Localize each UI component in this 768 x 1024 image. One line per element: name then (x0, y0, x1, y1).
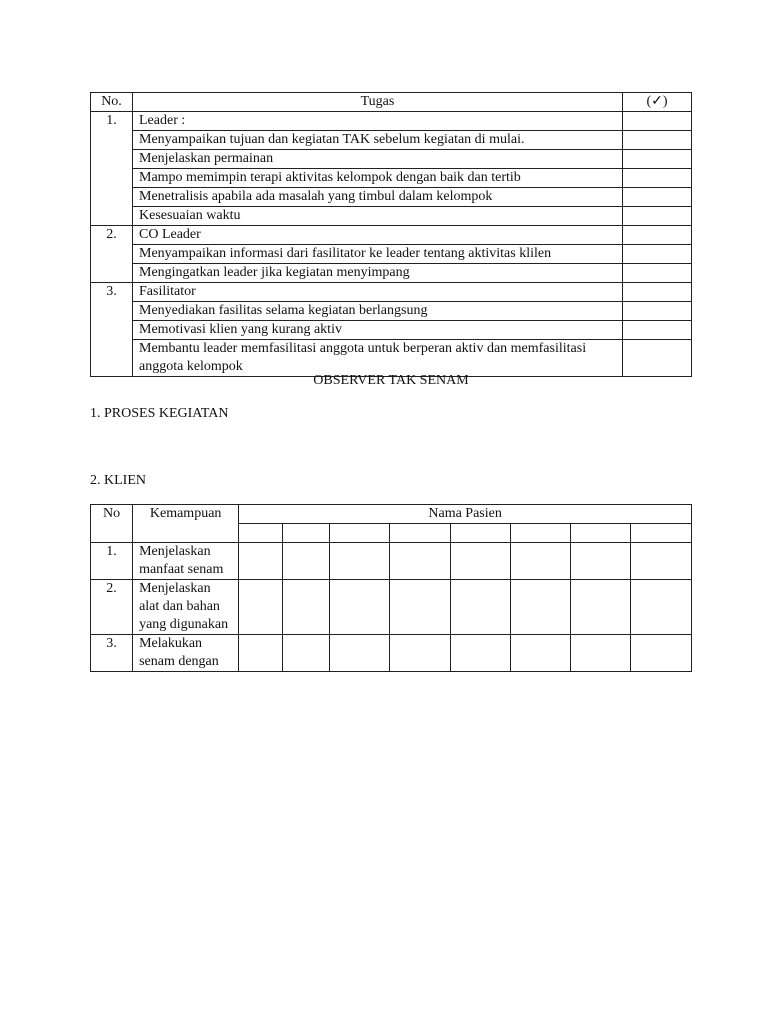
score-cell[interactable] (510, 543, 570, 580)
task-cell: Fasilitator (133, 283, 623, 302)
score-cell[interactable] (570, 543, 630, 580)
score-cell[interactable] (450, 635, 510, 672)
task-cell: CO Leader (133, 226, 623, 245)
patient-name-cell[interactable] (239, 524, 283, 543)
table-header-row (91, 505, 692, 524)
task-cell: Menjelaskan permainan (133, 150, 623, 169)
check-cell[interactable] (623, 321, 692, 340)
score-cell[interactable] (630, 635, 691, 672)
table-row (91, 169, 692, 188)
score-cell[interactable] (330, 543, 390, 580)
score-cell[interactable] (239, 580, 283, 635)
client-ability-table (90, 504, 692, 672)
check-cell[interactable] (623, 131, 692, 150)
check-cell[interactable] (623, 226, 692, 245)
score-cell[interactable] (630, 543, 691, 580)
score-cell[interactable] (330, 635, 390, 672)
score-cell[interactable] (239, 635, 283, 672)
task-cell: Menyampaikan tujuan dan kegiatan TAK sebelum kegiatan di mulai. (133, 131, 623, 150)
table-row (91, 226, 692, 245)
patient-name-cell[interactable] (390, 524, 450, 543)
task-cell: Menyampaikan informasi dari fasilitator ke leader tentang aktivitas klilen (133, 245, 623, 264)
observer-title: OBSERVER TAK SENAM (313, 373, 469, 388)
row-number: 2. (91, 580, 133, 635)
task-cell: Mengingatkan leader jika kegiatan menyimpang (133, 264, 623, 283)
score-cell[interactable] (570, 580, 630, 635)
check-cell[interactable] (623, 169, 692, 188)
score-cell[interactable] (450, 580, 510, 635)
kemampuan-cell: Menjelaskan manfaat senam (133, 543, 239, 580)
check-cell[interactable] (623, 150, 692, 169)
kemampuan-cell: Melakukan senam dengan (133, 635, 239, 672)
section-klien: 2. KLIEN (90, 473, 146, 488)
table-row (91, 131, 692, 150)
check-cell[interactable] (623, 264, 692, 283)
table-row (91, 245, 692, 264)
score-cell[interactable] (450, 543, 510, 580)
row-number: 1. (91, 112, 133, 226)
header-kemampuan: Kemampuan (133, 505, 239, 543)
row-number: 3. (91, 635, 133, 672)
header-check: (✓) (623, 93, 692, 112)
table-row (91, 207, 692, 226)
score-cell[interactable] (510, 635, 570, 672)
score-cell[interactable] (330, 580, 390, 635)
table-row (91, 264, 692, 283)
check-cell[interactable] (623, 283, 692, 302)
header-tugas: Tugas (133, 93, 623, 112)
table-row (91, 150, 692, 169)
score-cell[interactable] (390, 580, 450, 635)
check-cell[interactable] (623, 207, 692, 226)
score-cell[interactable] (570, 635, 630, 672)
check-cell[interactable] (623, 188, 692, 207)
task-checklist-table (90, 92, 692, 377)
score-cell[interactable] (510, 580, 570, 635)
task-cell: Membantu leader memfasilitasi anggota untuk berperan aktiv dan memfasilitasi anggota kelompok (133, 340, 623, 377)
header-no: No. (91, 93, 133, 112)
score-cell[interactable] (390, 635, 450, 672)
row-number: 2. (91, 226, 133, 283)
score-cell[interactable] (283, 635, 330, 672)
table-row (91, 188, 692, 207)
task-cell: Leader : (133, 112, 623, 131)
task-cell: Menyediakan fasilitas selama kegiatan berlangsung (133, 302, 623, 321)
check-cell[interactable] (623, 245, 692, 264)
table-row (91, 635, 692, 672)
table-row (91, 580, 692, 635)
table-header-row (91, 93, 692, 112)
patient-name-cell[interactable] (330, 524, 390, 543)
score-cell[interactable] (283, 543, 330, 580)
score-cell[interactable] (283, 580, 330, 635)
table-row (91, 112, 692, 131)
check-cell[interactable] (623, 302, 692, 321)
header-no: No (91, 505, 133, 543)
table-row (91, 283, 692, 302)
patient-name-cell[interactable] (450, 524, 510, 543)
row-number: 1. (91, 543, 133, 580)
task-cell: Menetralisis apabila ada masalah yang timbul dalam kelompok (133, 188, 623, 207)
table-row (91, 543, 692, 580)
task-cell: Kesesuaian waktu (133, 207, 623, 226)
kemampuan-cell: Menjelaskan alat dan bahan yang digunakan (133, 580, 239, 635)
score-cell[interactable] (630, 580, 691, 635)
task-cell: Mampo memimpin terapi aktivitas kelompok dengan baik dan tertib (133, 169, 623, 188)
table-row (91, 321, 692, 340)
check-cell[interactable] (623, 340, 692, 377)
patient-name-cell[interactable] (510, 524, 570, 543)
row-number: 3. (91, 283, 133, 377)
task-cell: Memotivasi klien yang kurang aktiv (133, 321, 623, 340)
patient-name-cell[interactable] (283, 524, 330, 543)
check-cell[interactable] (623, 112, 692, 131)
patient-name-cell[interactable] (630, 524, 691, 543)
table-row (91, 302, 692, 321)
table-row (91, 340, 692, 377)
score-cell[interactable] (239, 543, 283, 580)
section-proses-kegiatan: 1. PROSES KEGIATAN (90, 406, 229, 421)
score-cell[interactable] (390, 543, 450, 580)
patient-name-cell[interactable] (570, 524, 630, 543)
header-nama-pasien: Nama Pasien (239, 505, 692, 524)
